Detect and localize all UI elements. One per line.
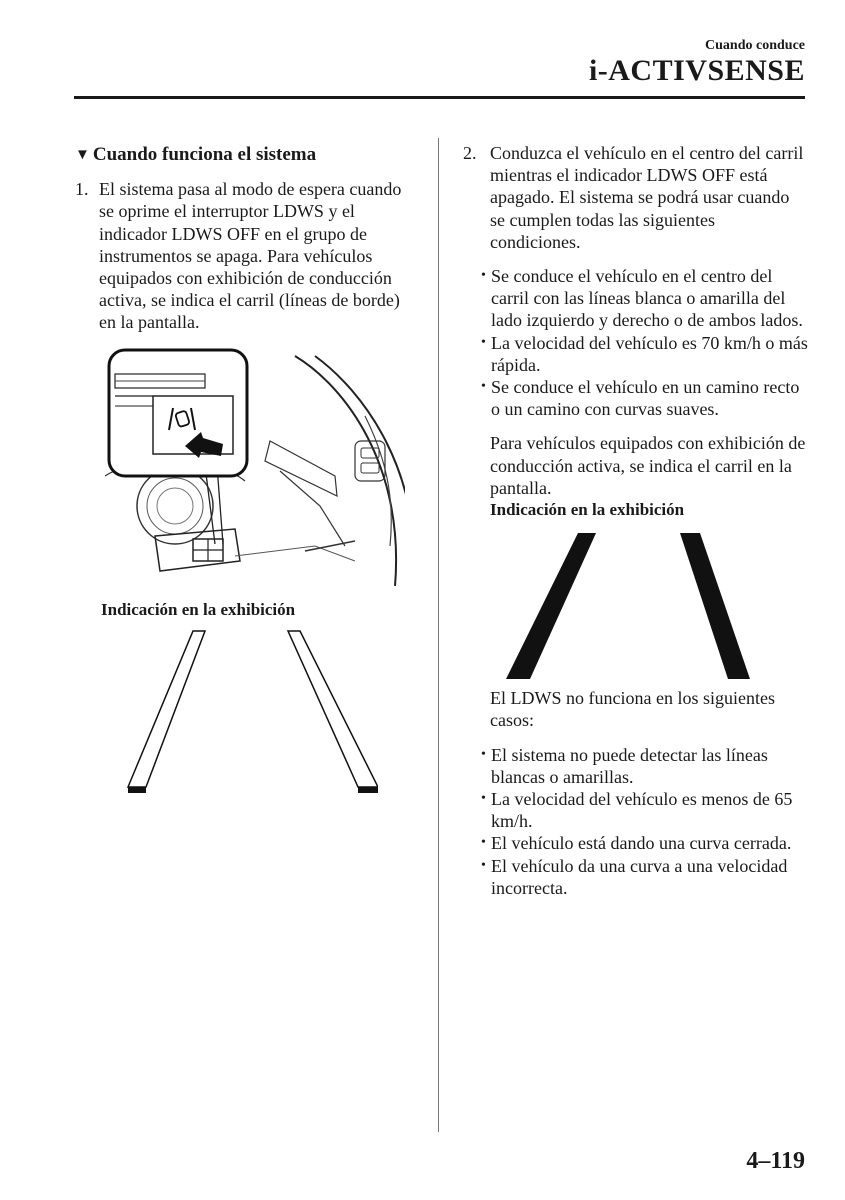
step-2 bbox=[463, 142, 808, 253]
list-item: • La velocidad del vehículo es 70 km/h o más rápida. bbox=[481, 332, 808, 375]
lane-lines-outline-illustration bbox=[108, 627, 378, 797]
list-item: • El vehículo da una curva a una velocidad incorrecta. bbox=[481, 855, 788, 898]
list-item: • La velocidad del vehículo es menos de 65 km/h. bbox=[481, 789, 793, 832]
lane-line-left bbox=[128, 631, 205, 793]
hud-note: Para vehículos equipados con exhibición de conducción activa, se indica el carril en la pantalla. bbox=[490, 433, 806, 498]
header-rule bbox=[74, 96, 805, 99]
left-column bbox=[75, 140, 415, 797]
display-caption: Indicación en la exhibición bbox=[490, 500, 685, 520]
section-heading-text: Cuando funciona el sistema bbox=[92, 144, 317, 165]
list-item: • El sistema no puede detectar las líneas blancas o amarillas. bbox=[481, 744, 768, 787]
not-working-intro: El LDWS no funciona en los siguientes casos: bbox=[490, 688, 775, 731]
dashboard-illustration bbox=[105, 346, 405, 586]
step-2-text: Conduzca el vehículo en el centro del carril mientras el indicador LDWS OFF está apagado. El sistema se podrá usar cuando se cumplen todas las siguientes condiciones. bbox=[490, 143, 804, 252]
list-item: • Se conduce el vehículo en el centro del carril con las líneas blanca o amarilla del lado izquierdo y derecho o de ambos lados. bbox=[481, 266, 803, 331]
list-item: • Se conduce el vehículo en un camino recto o un camino con curvas suaves. bbox=[481, 377, 800, 420]
step-1-number: 1. bbox=[75, 179, 89, 200]
header-section: Cuando conduce bbox=[705, 38, 805, 53]
right-column bbox=[463, 140, 808, 899]
lane-line-right bbox=[288, 631, 378, 793]
list-item: • El vehículo está dando una curva cerrada. bbox=[481, 833, 792, 854]
step-1 bbox=[75, 178, 415, 333]
step-2-number: 2. bbox=[463, 143, 477, 163]
column-divider bbox=[438, 138, 439, 1132]
lane-line-right bbox=[680, 533, 750, 679]
not-working-list bbox=[479, 744, 808, 899]
display-caption: Indicación en la exhibición bbox=[101, 599, 296, 619]
section-heading bbox=[75, 144, 415, 166]
page-number: 4–119 bbox=[746, 1148, 805, 1174]
step-1-text: El sistema pasa al modo de espera cuando se oprime el interruptor LDWS y el indicador LDWS OFF en el grupo de instrumentos se apaga. Para vehículos equipados con exhibición de conducción activa, se indica el carril (líneas de borde) en la pantalla. bbox=[99, 179, 402, 333]
triangle-down-icon: ▼ bbox=[75, 147, 90, 163]
lane-lines-solid-illustration bbox=[500, 531, 750, 681]
conditions-list bbox=[479, 265, 808, 420]
header-title: i-ACTIVSENSE bbox=[588, 54, 805, 87]
lane-line-left bbox=[506, 533, 596, 679]
